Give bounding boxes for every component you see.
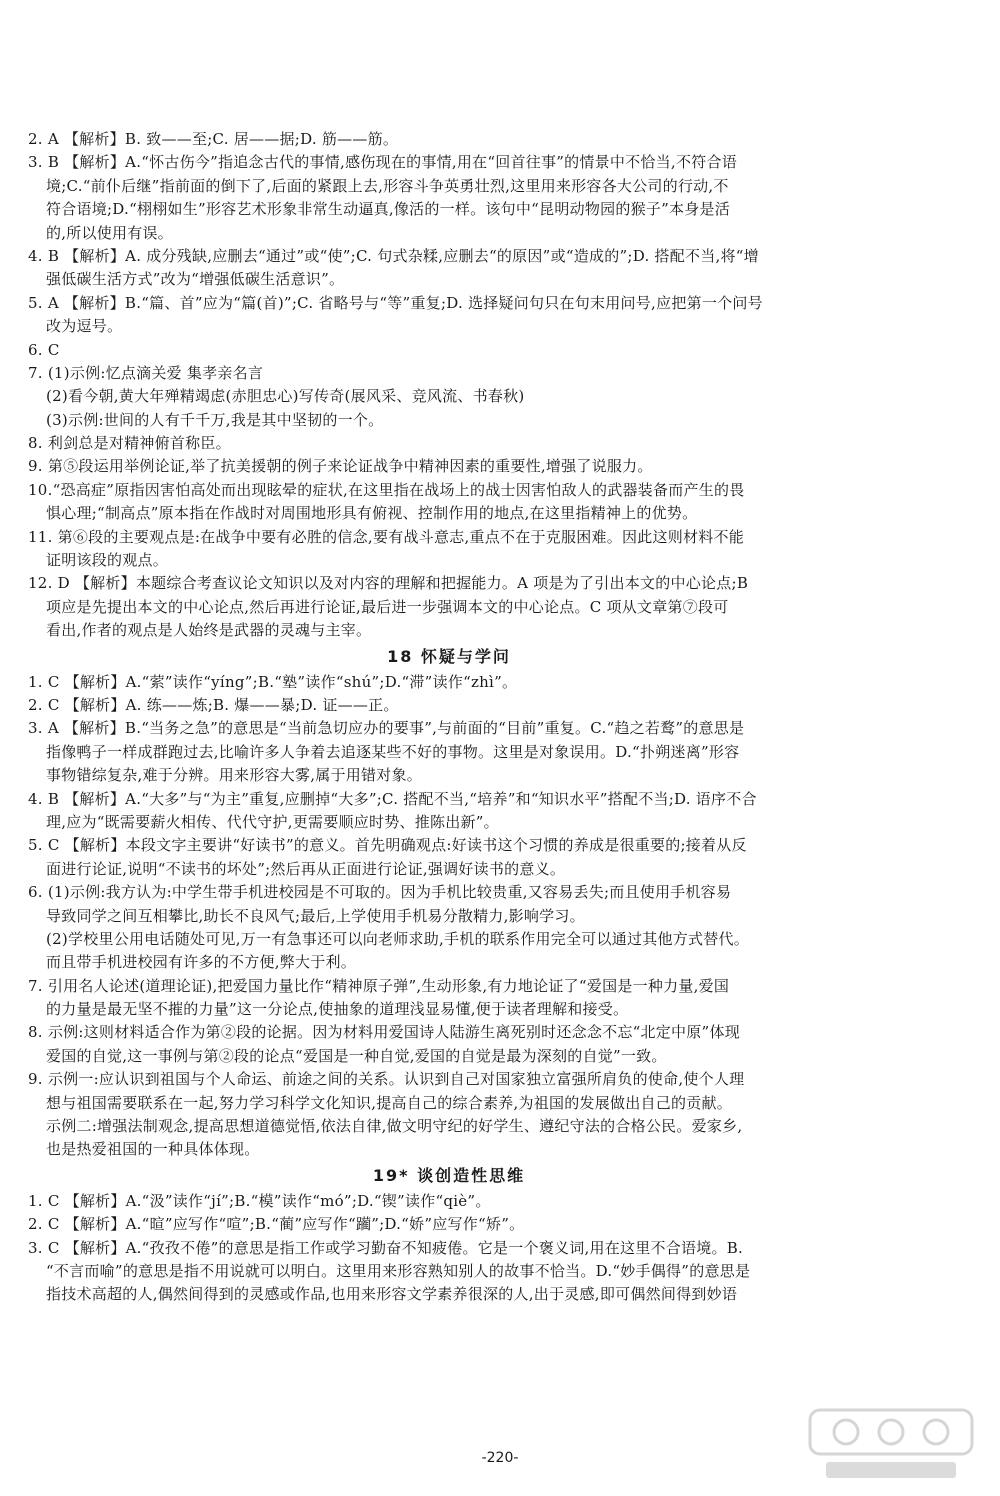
answer-line: 面进行论证,说明“不读书的坏处”;然后再从正面进行论证,强调好读书的意义。 <box>46 859 566 878</box>
answer-line: 境;C.“前仆后继”指前面的倒下了,后面的紧跟上去,形容斗争英勇壮烈,这里用来形容各大公司的行动,不 <box>46 176 729 195</box>
answer-line: 事物错综复杂,难于分辨。用来形容大雾,属于用错对象。 <box>46 766 423 785</box>
answer-line: 示例二:增强法制观念,提高思想道德觉悟,依法自律,做文明守纪的好学生、遵纪守法的合格公民。爱家乡, <box>46 1117 743 1136</box>
answer-line: “不言而喻”的意思是指不用说就可以明白。这里用来形容熟知别人的故事不恰当。D.“妙手偶得”的意思是 <box>46 1261 751 1280</box>
answer-line: 3. C 【解析】A.“孜孜不倦”的意思是指工作或学习勤奋不知疲倦。它是一个褒义词,用在这里不合语境。B. <box>28 1238 744 1257</box>
answer-line: 指技术高超的人,偶然间得到的灵感或作品,也用来形容文学素养很深的人,出于灵感,即可偶然间得到妙语 <box>46 1285 738 1304</box>
answer-line: 强低碳生活方式”改为“增强低碳生活意识”。 <box>46 270 345 289</box>
answer-line: 看出,作者的观点是人始终是武器的灵魂与主宰。 <box>46 621 372 640</box>
answer-line: 想与祖国需要联系在一起,努力学习科学文化知识,提高自己的综合素养,为祖国的发展做出自己的贡献。 <box>46 1093 733 1112</box>
answer-line: 8. 示例:这则材料适合作为第②段的论据。因为材料用爱国诗人陆游生离死别时还念念不忘“北定中原”体现 <box>28 1023 740 1042</box>
answer-line: 的,所以使用有误。 <box>46 223 174 242</box>
answer-line: 而且带手机进校园有许多的不方便,弊大于利。 <box>46 953 357 972</box>
page-number: -220- <box>481 1450 519 1466</box>
answer-line: 3. A 【解析】B.“当务之急”的意思是“当前急切应办的要事”,与前面的“目前”重复。C.“趋之若鹜”的意思是 <box>28 719 745 738</box>
answer-line: (3)示例:世间的人有千千万,我是其中坚韧的一个。 <box>46 410 384 429</box>
answer-line: 11. 第⑥段的主要观点是:在战争中要有必胜的信念,要有战斗意志,重点不在于克服困难。因此这则材料不能 <box>28 527 744 546</box>
answer-line: 8. 利剑总是对精神俯首称臣。 <box>28 434 231 453</box>
answer-line: 的力量是最无坚不摧的力量”这一分论点,使抽象的道理浅显易懂,便于读者理解和接受。 <box>46 1000 629 1019</box>
answer-line: (2)学校里公用电话随处可见,万一有急事还可以向老师求助,手机的联系作用完全可以通过其他方式替代。 <box>46 929 750 948</box>
answer-line: 7. 引用名人论述(道理论证),把爱国力量比作“精神原子弹”,生动形象,有力地论证了“爱国是一种力量,爱国 <box>28 976 730 995</box>
answer-line: 1. C 【解析】A.“萦”读作“yíng”;B.“塾”读作“shú”;D.“滞”读作“zhì”。 <box>28 672 518 691</box>
section-heading: 19* 谈创造性思维 <box>372 1165 526 1185</box>
answer-line: 5. A 【解析】B.“篇、首”应为“篇(首)”;C. 省略号与“等”重复;D. 选择疑问句只在句末用问号,应把第一个问号 <box>28 293 763 312</box>
answer-line: 7. (1)示例:忆点滴关爱 集孝亲名言 <box>28 363 264 382</box>
answer-line: 9. 示例一:应认识到祖国与个人命运、前途之间的关系。认识到自己对国家独立富强所肩负的使命,使个人理 <box>28 1070 745 1089</box>
answer-line: 4. B 【解析】A. 成分残缺,应删去“通过”或“使”;C. 句式杂糅,应删去“的原因”或“造成的”;D. 搭配不当,将“增 <box>28 246 759 265</box>
answer-line: 1. C 【解析】A.“汲”读作“jí”;B.“模”读作“mó”;D.“锲”读作“qiè”。 <box>28 1191 491 1210</box>
answer-line: 导致同学之间互相攀比,助长不良风气;最后,上学使用手机易分散精力,影响学习。 <box>46 906 585 925</box>
answer-line: 5. C 【解析】本段文字主要讲“好读书”的意义。首先明确观点:好读书这个习惯的养成是很重要的;接着从反 <box>28 836 747 855</box>
answer-line: 12. D 【解析】本题综合考查议论文知识以及对内容的理解和把握能力。A 项是为了引出本文的中心论点;B <box>28 574 749 593</box>
answer-line: 也是热爱祖国的一种具体体现。 <box>46 1140 260 1159</box>
answer-line: 改为逗号。 <box>46 317 123 336</box>
answer-line: 10.“恐高症”原指因害怕高处而出现眩晕的症状,在这里指在战场上的战士因害怕敌人的武器装备而产生的畏 <box>28 480 745 499</box>
answer-line: 理,应为“既需要薪火相传、代代守护,更需要顺应时势、推陈出新”。 <box>46 812 499 831</box>
answer-line: 证明该段的观点。 <box>46 551 169 570</box>
answer-line: 9. 第⑤段运用举例论证,举了抗美援朝的例子来论证战争中精神因素的重要性,增强了说服力。 <box>28 457 653 476</box>
answer-line: 2. C 【解析】A. 练——炼;B. 爆——暴;D. 证——正。 <box>28 695 399 714</box>
answer-line: 项应是先提出本文的中心论点,然后再进行论证,最后进一步强调本文的中心论点。C 项从文章第⑦段可 <box>46 597 729 616</box>
answer-line: 4. B 【解析】A.“大多”与“为主”重复,应删掉“大多”;C. 搭配不当,“培养”和“知识水平”搭配不当;D. 语序不合 <box>28 789 757 808</box>
answer-line: 2. A 【解析】B. 致——至;C. 居——据;D. 筋——筋。 <box>28 130 399 148</box>
answer-line: 符合语境;D.“栩栩如生”形容艺术形象非常生动逼真,像活的一样。该句中“昆明动物园的猴子”本身是活 <box>46 200 731 219</box>
answer-line: (2)看今朝,黄大年殚精竭虑(赤胆忠心)写传奇(展风采、竞风流、书春秋) <box>46 387 525 406</box>
answer-line: 3. B 【解析】A.“怀古伤今”指追念古代的事情,感伤现在的事情,用在“回首往事”的情景中不恰当,不符合语 <box>28 153 737 172</box>
answer-page-content <box>28 128 870 1307</box>
answer-line: 6. C <box>28 340 60 359</box>
watermark-logo <box>806 1406 976 1486</box>
answer-line: 爱国的自觉,这一事例与第②段的论点“爱国是一种自觉,爱国的自觉是最为深刻的自觉”一致。 <box>46 1046 667 1065</box>
answer-line: 惧心理;“制高点”原本指在作战时对周围地形具有俯视、控制作用的地点,在这里指精神上的优势。 <box>46 504 698 523</box>
answer-line: 指像鸭子一样成群跑过去,比喻许多人争着去追逐某些不好的事物。这里是对象误用。D.“扑朔迷离”形容 <box>46 742 740 761</box>
section-heading: 18 怀疑与学问 <box>387 646 511 666</box>
answer-line: 6. (1)示例:我方认为:中学生带手机进校园是不可取的。因为手机比较贵重,又容易丢失;而且使用手机容易 <box>28 883 732 902</box>
answer-line: 2. C 【解析】A.“暄”应写作“喧”;B.“蔺”应写作“躏”;D.“娇”应写作“矫”。 <box>28 1215 525 1234</box>
